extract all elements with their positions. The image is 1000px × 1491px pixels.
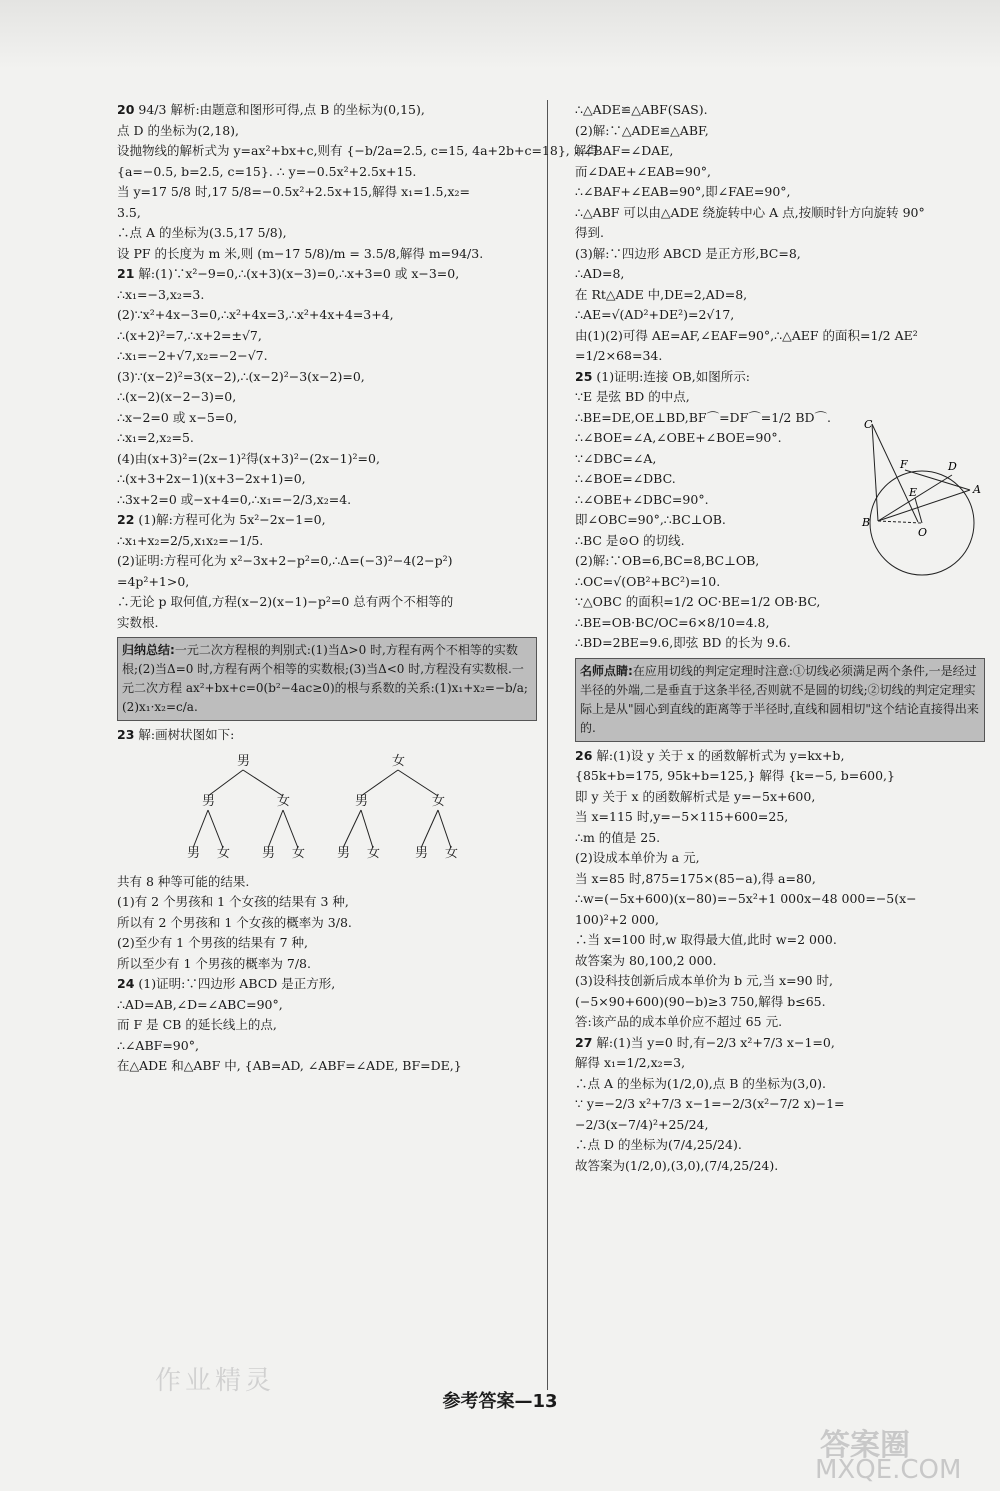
tree-node: 女: [217, 845, 231, 861]
note-text: 在应用切线的判定定理时注意:①切线必须满足两个条件,一是经过半径的外端,二是垂直于这条半径,否则就不是圆的切线;②切线的判定定理实际上是从"圆心到直线的距离等于半径时,直线和圆相切"这个结论直接得出来的.: [580, 663, 979, 735]
line-text: ∴点 D 的坐标为(7/4,25/24).: [575, 1137, 742, 1152]
answer-line: [117, 387, 537, 408]
line-text: 在△ADE 和△ABF 中, {AB=AD, ∠ABF=∠ADE, BF=DE,}: [117, 1058, 462, 1073]
line-text: ∴∠BAF=∠DAE,: [575, 143, 674, 158]
answer-line: [117, 913, 537, 934]
answer-line: [117, 1015, 537, 1036]
tree-node: 男: [337, 845, 351, 861]
answer-line: [117, 531, 537, 552]
answer-line: [575, 490, 855, 511]
line-text: ∴∠BOE=∠DBC.: [575, 471, 676, 486]
line-text: ∴BE=OB·BC/OC=6×8/10=4.8,: [575, 614, 770, 630]
answer-line: [575, 469, 855, 490]
line-text: 当 x=85 时,875=175×(85−a),得 a=80,: [575, 870, 816, 886]
line-text: (1)有 2 个男孩和 1 个女孩的结果有 3 种,: [117, 894, 349, 909]
answer-line: [575, 787, 985, 808]
answer-line: [575, 305, 985, 326]
fig-label-o: O: [918, 526, 928, 539]
line-text: 而 F 是 CB 的延长线上的点,: [117, 1017, 277, 1032]
line-text: ∵ y=−2/3 x²+7/3 x−1=−2/3(x²−7/2 x)−1=: [575, 1096, 845, 1111]
question-line: [117, 264, 537, 285]
answer-line: [575, 428, 855, 449]
answer-line: [117, 592, 537, 613]
answer-line: [575, 162, 985, 183]
answer-line: [575, 971, 985, 992]
fig-label-a: A: [973, 483, 981, 496]
line-text: (1)解:方程可化为 5x²−2x−1=0,: [138, 512, 326, 527]
answer-line: [575, 326, 985, 347]
answer-line: [575, 889, 985, 910]
answer-line: [575, 100, 985, 121]
tree-node: 男: [202, 793, 216, 809]
line-text: ∵△OBC 的面积=1/2 OC·BE=1/2 OB·BC,: [575, 594, 821, 609]
line-text: (4)由(x+3)²=(2x−1)²得(x+3)²−(2x−1)²=0,: [117, 450, 380, 466]
question-line: [575, 1033, 985, 1054]
answer-line: [117, 613, 537, 634]
watermark-left: 作业精灵: [155, 1366, 276, 1396]
watermark-url: MXQE.COM: [815, 1455, 962, 1485]
answer-line: [575, 613, 985, 634]
right-column: [575, 100, 985, 1176]
line-text: ∴(x+2)²=7,∴x+2=±√7,: [117, 327, 262, 343]
answer-line: [117, 223, 537, 244]
question-line: [575, 367, 855, 388]
answer-line: [117, 285, 537, 306]
line-text: 实数根.: [117, 614, 159, 630]
line-text: 100)²+2 000,: [575, 911, 659, 927]
tree-node: 女: [367, 845, 381, 861]
question-number: 27: [575, 1034, 593, 1050]
line-text: 解得 x₁=1/2,x₂=3,: [575, 1055, 686, 1070]
answer-line: [117, 872, 537, 893]
answer-line: [117, 995, 537, 1016]
tree-node: 男: [187, 845, 201, 861]
line-text: ∴x₁=2,x₂=5.: [117, 430, 194, 445]
line-text: (2)证明:方程可化为 x²−3x+2−p²=0,∴Δ=(−3)²−4(2−p²): [117, 553, 453, 568]
answer-line: [575, 1074, 985, 1095]
line-text: ∴当 x=100 时,w 取得最大值,此时 w=2 000.: [575, 932, 837, 947]
fig-label-f: F: [900, 458, 908, 471]
answer-line: [575, 1156, 985, 1177]
answer-line: [117, 305, 537, 326]
answer-line: [117, 326, 537, 347]
line-text: ∴w=(−5x+600)(x−80)=−5x²+1 000x−48 000=−5(x−: [575, 891, 917, 906]
note-title: 名师点睛:: [580, 663, 633, 678]
line-text: (3)解:∵四边形 ABCD 是正方形,BC=8,: [575, 245, 801, 261]
circle-tangent-figure: [860, 418, 990, 598]
line-text: ∴x₁=−2+√7,x₂=−2−√7.: [117, 348, 268, 363]
question-line: [575, 746, 985, 767]
answer-line: [575, 141, 985, 162]
line-text: 3.5,: [117, 204, 141, 220]
line-text: 在 Rt△ADE 中,DE=2,AD=8,: [575, 286, 748, 302]
answer-line: [117, 408, 537, 429]
answer-line: [575, 223, 985, 244]
watermark-logo: 答案圈: [820, 1428, 910, 1463]
answer-line: [575, 1053, 985, 1074]
line-text: (2)设成本单价为 a 元,: [575, 850, 700, 865]
answer-line: [117, 346, 537, 367]
tree-node: 男: [237, 753, 251, 769]
tree-node: 女: [445, 845, 459, 861]
answer-line: [575, 121, 985, 142]
line-text: ∴点 A 的坐标为(1/2,0),点 B 的坐标为(3,0).: [575, 1075, 826, 1091]
answer-line: [575, 510, 855, 531]
line-text: (2)解:∵△ADE≌△ABF,: [575, 122, 709, 138]
line-text: (2)至少有 1 个男孩的结果有 7 种,: [117, 935, 308, 950]
line-text: ∴(x+3+2x−1)(x+3−2x+1)=0,: [117, 471, 306, 486]
line-text: 设 PF 的长度为 m 米,则 (m−17 5/8)/m = 3.5/8,解得 m=94/3.: [117, 245, 484, 261]
tree-node: 男: [262, 845, 276, 861]
line-text: 设抛物线的解析式为 y=ax²+bx+c,则有 {−b/2a=2.5, c=15, 4a+2b+c=18}, 解得: [117, 143, 599, 158]
page-footer: 参考答案—13: [442, 1391, 558, 1412]
line-text: ∴m 的值是 25.: [575, 829, 661, 845]
answer-line: [117, 428, 537, 449]
answer-line: [117, 449, 537, 470]
answer-line: [575, 449, 855, 470]
answer-line: [575, 930, 985, 951]
question-number: 21: [117, 266, 135, 281]
line-text: ∴BE=DE,OE⊥BD,BF⌒=DF⌒=1/2 BD⌒.: [575, 409, 831, 425]
line-text: {85k+b=175, 95k+b=125,} 解得 {k=−5, b=600,}: [575, 768, 895, 783]
line-text: {a=−0.5, b=2.5, c=15}. ∴ y=−0.5x²+2.5x+15.: [117, 163, 417, 179]
line-text: 所以有 2 个男孩和 1 个女孩的概率为 3/8.: [117, 914, 352, 930]
summary-note-box: [117, 637, 537, 721]
note-title: 归纳总结:: [122, 643, 175, 657]
question-number: 22: [117, 512, 135, 527]
line-text: 当 x=115 时,y=−5×115+600=25,: [575, 809, 789, 824]
answer-line: [117, 490, 537, 511]
line-text: ∴点 A 的坐标为(3.5,17 5/8),: [117, 225, 287, 240]
scan-top-edge: [0, 0, 1000, 70]
answer-line: [117, 141, 599, 162]
fig-label-c: C: [864, 418, 873, 431]
question-line: [117, 974, 537, 995]
answer-line: [575, 869, 985, 890]
answer-line: [117, 954, 537, 975]
line-text: 共有 8 种等可能的结果.: [117, 873, 250, 889]
answer-line: [575, 807, 985, 828]
answer-line: [117, 182, 537, 203]
answer-line: [117, 933, 537, 954]
line-text: (2)解:∵OB=6,BC=8,BC⊥OB,: [575, 553, 760, 568]
line-text: ∴AD=8,: [575, 266, 625, 281]
fig-label-b: B: [862, 516, 871, 529]
answer-line: [117, 244, 537, 265]
line-text: ∴∠OBE+∠DBC=90°.: [575, 491, 709, 507]
tree-node: 女: [432, 793, 446, 809]
answer-line: [117, 1036, 537, 1057]
line-text: 故答案为(1/2,0),(3,0),(7/4,25/24).: [575, 1157, 779, 1173]
answer-line: [575, 1094, 985, 1115]
line-text: 即 y 关于 x 的函数解析式是 y=−5x+600,: [575, 788, 816, 804]
answer-line: [575, 182, 985, 203]
line-text: 解:(1)设 y 关于 x 的函数解析式为 y=kx+b,: [596, 747, 845, 763]
line-text: (3)设科技创新后成本单价为 b 元,当 x=90 时,: [575, 973, 833, 988]
probability-tree: [187, 748, 487, 870]
line-text: 解:画树状图如下:: [138, 727, 235, 742]
answer-line: [575, 1115, 985, 1136]
answer-line: [575, 766, 985, 787]
answer-line: [575, 910, 985, 931]
answer-line: [575, 387, 855, 408]
answer-line: [117, 162, 537, 183]
question-number: 26: [575, 747, 593, 763]
tree-node: 男: [355, 793, 369, 809]
line-text: ∴AD=AB,∠D=∠ABC=90°,: [117, 996, 283, 1012]
answer-line: [575, 531, 855, 552]
fig-label-d: D: [948, 460, 957, 473]
question-number: 25: [575, 368, 593, 384]
line-text: 解:(1)∵x²−9=0,∴(x+3)(x−3)=0,∴x+3=0 或 x−3=0,: [138, 266, 460, 281]
line-text: (1)证明:∵四边形 ABCD 是正方形,: [138, 976, 336, 991]
answer-line: [117, 121, 537, 142]
line-text: 点 D 的坐标为(2,18),: [117, 122, 240, 138]
line-text: =1/2×68=34.: [575, 348, 663, 363]
answer-line: [117, 203, 537, 224]
line-text: ∴BD=2BE=9.6,即弦 BD 的长为 9.6.: [575, 635, 791, 650]
line-text: 即∠OBC=90°,∴BC⊥OB.: [575, 512, 726, 527]
line-text: ∵E 是弦 BD 的中点,: [575, 389, 690, 404]
answer-line: [117, 1056, 537, 1077]
answer-line: [117, 892, 537, 913]
answer-line: [575, 633, 985, 654]
question-line: [117, 725, 537, 746]
teacher-tip-box: [575, 658, 985, 742]
line-text: (2)∵x²+4x−3=0,∴x²+4x=3,∴x²+4x+4=3+4,: [117, 307, 394, 322]
question-number: 20: [117, 102, 135, 117]
answer-line: [575, 346, 985, 367]
answer-line: [575, 203, 985, 224]
answer-line: [575, 264, 985, 285]
line-text: 94/3 解析:由题意和图形可得,点 B 的坐标为(0,15),: [138, 102, 425, 117]
note-text: 一元二次方程根的判别式:(1)当Δ>0 时,方程有两个不相等的实数根;(2)当Δ=0 时,方程有两个相等的实数根;(3)当Δ<0 时,方程没有实数根.一元二次方程 ax²+bx+c=0(b²−4ac≥0)的根与系数的关系:(1)x₁+x₂=−b/a;(2)x₁·x₂=c/a.: [122, 643, 528, 714]
line-text: ∴3x+2=0 或−x+4=0,∴x₁=−2/3,x₂=4.: [117, 491, 352, 507]
answer-line: [117, 367, 537, 388]
line-text: (−5×90+600)(90−b)≥3 750,解得 b≤65.: [575, 993, 826, 1009]
line-text: 而∠DAE+∠EAB=90°,: [575, 163, 712, 179]
line-text: 所以至少有 1 个男孩的概率为 7/8.: [117, 955, 311, 971]
line-text: ∴BC 是⊙O 的切线.: [575, 532, 685, 548]
question-number: 23: [117, 727, 135, 742]
line-text: 由(1)(2)可得 AE=AF,∠EAF=90°,∴△AEF 的面积=1/2 AE²: [575, 327, 918, 343]
line-text: −2/3(x−7/4)²+25/24,: [575, 1116, 709, 1132]
answer-line: [575, 951, 985, 972]
line-text: ∴x₁+x₂=2/5,x₁x₂=−1/5.: [117, 532, 264, 548]
tree-node: 女: [392, 753, 406, 769]
line-text: 得到.: [575, 225, 604, 240]
answer-line: [575, 1012, 985, 1033]
answer-line: [117, 572, 537, 593]
tree-node: 女: [292, 845, 306, 861]
line-text: ∴∠BOE=∠A,∠OBE+∠BOE=90°.: [575, 430, 782, 445]
answer-line: [575, 1135, 985, 1156]
answer-line: [117, 551, 537, 572]
question-line: [117, 510, 537, 531]
question-number: 24: [117, 976, 135, 991]
line-text: ∴无论 p 取何值,方程(x−2)(x−1)−p²=0 总有两个不相等的: [117, 594, 454, 609]
line-text: ∴AE=√(AD²+DE²)=2√17,: [575, 307, 735, 322]
answer-line: [117, 469, 537, 490]
line-text: ∴(x−2)(x−2−3)=0,: [117, 389, 237, 404]
line-text: ∴x₁=−3,x₂=3.: [117, 286, 205, 302]
line-text: ∴x−2=0 或 x−5=0,: [117, 409, 238, 425]
line-text: 故答案为 80,100,2 000.: [575, 952, 717, 968]
answer-line: [575, 408, 855, 429]
line-text: =4p²+1>0,: [117, 573, 190, 589]
tree-node: 男: [415, 845, 429, 861]
fig-label-e: E: [909, 486, 918, 499]
answer-line: [575, 992, 985, 1013]
line-text: (3)∵(x−2)²=3(x−2),∴(x−2)²−3(x−2)=0,: [117, 368, 365, 384]
line-text: 答:该产品的成本单价应不超过 65 元.: [575, 1014, 783, 1029]
answer-line: [575, 244, 985, 265]
line-text: ∴△ADE≌△ABF(SAS).: [575, 102, 708, 117]
line-text: ∵∠DBC=∠A,: [575, 450, 657, 466]
answer-line: [575, 828, 985, 849]
answer-line: [575, 848, 985, 869]
line-text: 解:(1)当 y=0 时,有−2/3 x²+7/3 x−1=0,: [596, 1034, 835, 1050]
line-text: 当 y=17 5/8 时,17 5/8=−0.5x²+2.5x+15,解得 x₁=1.5,x₂=: [117, 184, 470, 199]
answer-line: [575, 285, 985, 306]
line-text: ∴OC=√(OB²+BC²)=10.: [575, 573, 721, 589]
line-text: ∴△ABF 可以由△ADE 绕旋转中心 A 点,按顺时针方向旋转 90°: [575, 204, 925, 220]
column-divider: [547, 100, 548, 1390]
line-text: (1)证明:连接 OB,如图所示:: [596, 368, 750, 384]
tree-node: 女: [277, 793, 291, 809]
line-text: ∴∠BAF+∠EAB=90°,即∠FAE=90°,: [575, 184, 791, 199]
question-line: [117, 100, 537, 121]
line-text: ∴∠ABF=90°,: [117, 1037, 199, 1053]
